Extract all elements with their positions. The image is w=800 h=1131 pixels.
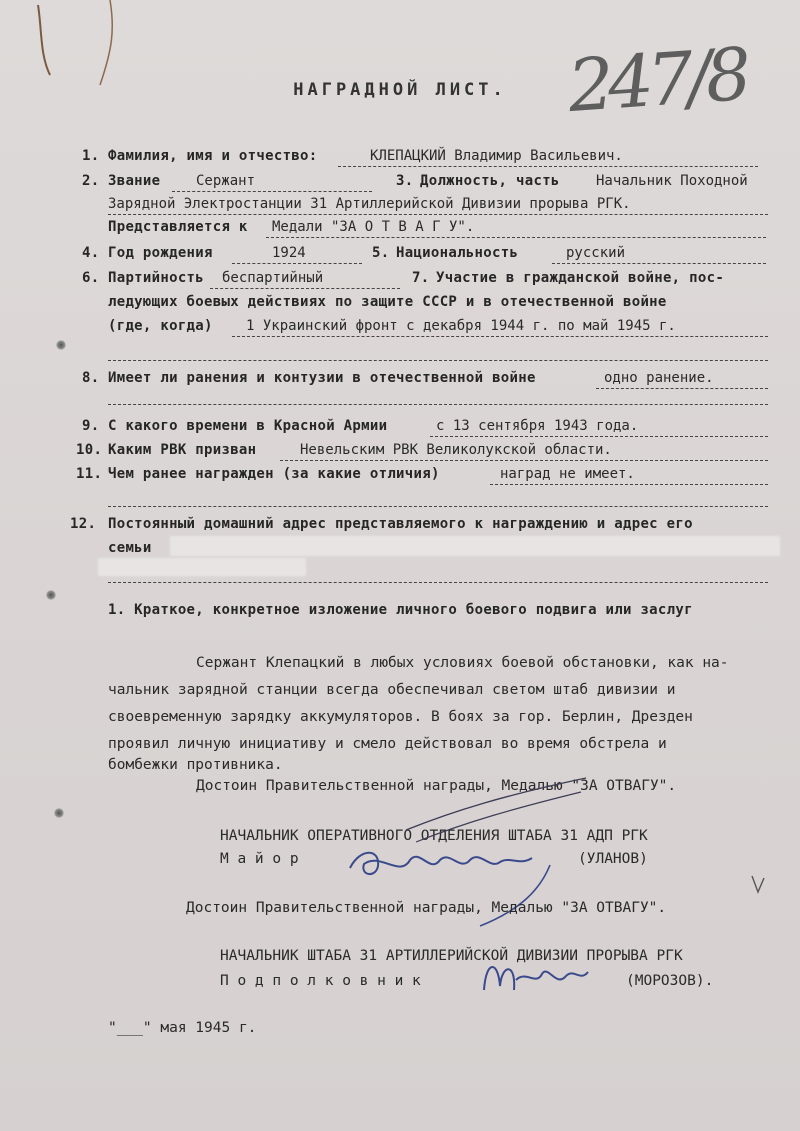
row-number: 4. bbox=[82, 245, 100, 261]
section-heading-feat: 1. Краткое, конкретное изложение личного боевого подвига или заслуг bbox=[108, 602, 693, 618]
field-label-name: Фамилия, имя и отчество: bbox=[108, 148, 318, 164]
row-number: 8. bbox=[82, 370, 100, 386]
field-value-name: КЛЕПАЦКИЙ Владимир Васильевич. bbox=[370, 148, 623, 164]
narrative-line: проявил личную инициативу и смело действовал во время обстрела и bbox=[108, 736, 667, 752]
field-value-position-cont: Зарядной Электростанции 31 Артиллерийской Дивизии прорыва РГК. bbox=[108, 196, 631, 212]
field-value-army-since: с 13 сентября 1943 года. bbox=[436, 418, 639, 434]
document-date: "___" мая 1945 г. bbox=[108, 1020, 257, 1036]
row-number: 5. bbox=[372, 245, 390, 261]
underline bbox=[552, 263, 766, 264]
row-number: 3. bbox=[396, 173, 414, 189]
row-number: 11. bbox=[76, 466, 103, 482]
underline bbox=[490, 484, 768, 485]
narrative-line: своевременную зарядку аккумуляторов. В боях за гор. Берлин, Дрезден bbox=[108, 709, 693, 725]
field-label-nominated: Представляется к bbox=[108, 219, 248, 235]
field-label-where-when: (где, когда) bbox=[108, 318, 213, 334]
punch-hole bbox=[54, 808, 64, 818]
row-number: 7. bbox=[412, 270, 430, 286]
underline bbox=[108, 506, 768, 507]
signatory-name: (МОРОЗОВ). bbox=[626, 973, 714, 989]
signatory-name: (УЛАНОВ) bbox=[578, 851, 648, 867]
field-value-award: Медали "ЗА О Т В А Г У". bbox=[272, 219, 475, 235]
field-value-conscripted-by: Невельским РВК Великолукской области. bbox=[300, 442, 612, 458]
field-label-party: Партийность bbox=[108, 270, 205, 286]
row-number: 9. bbox=[82, 418, 100, 434]
redacted-address bbox=[170, 536, 780, 556]
row-number: 6. bbox=[82, 270, 100, 286]
field-value-party: беспартийный bbox=[222, 270, 324, 286]
punch-hole bbox=[56, 340, 66, 350]
underline bbox=[430, 436, 768, 437]
redacted-address bbox=[98, 558, 306, 576]
underline bbox=[232, 263, 362, 264]
field-value-previous-awards: наград не имеет. bbox=[500, 466, 635, 482]
pencil-stroke bbox=[470, 860, 560, 930]
field-label-war-participation: Участие в гражданской войне, пос- bbox=[436, 270, 725, 286]
recommendation-line: Достоин Правительственной награды, Медалью "ЗА ОТВАГУ". bbox=[196, 778, 677, 794]
field-label-conscripted-by: Каким РВК призван bbox=[108, 442, 257, 458]
field-value-nationality: русский bbox=[566, 245, 626, 261]
field-label-army-since: С какого времени в Красной Армии bbox=[108, 418, 388, 434]
field-label-wounds: Имеет ли ранения и контузии в отечественной войне bbox=[108, 370, 536, 386]
underline bbox=[210, 288, 400, 289]
row-number: 2. bbox=[82, 173, 100, 189]
handwritten-corner-number: 247/8 bbox=[565, 31, 749, 129]
underline bbox=[338, 166, 758, 167]
pencil-mark bbox=[748, 872, 768, 902]
field-value-position: Начальник Походной bbox=[596, 173, 748, 189]
narrative-line: бомбежки противника. bbox=[108, 757, 283, 773]
pencil-annotation bbox=[396, 770, 596, 850]
field-label-birth-year: Год рождения bbox=[108, 245, 213, 261]
field-label-war-participation-cont: ледующих боевых действиях по защите СССР и в отечественной войне bbox=[108, 294, 667, 310]
document-title: НАГРАДНОЙ ЛИСТ. bbox=[293, 80, 507, 100]
field-value-war-participation: 1 Украинский фронт с декабря 1944 г. по май 1945 г. bbox=[246, 318, 676, 334]
underline bbox=[108, 214, 768, 215]
signatory-title: НАЧАЛЬНИК ШТАБА 31 АРТИЛЛЕРИЙСКОЙ ДИВИЗИИ ПРОРЫВА РГК bbox=[220, 948, 683, 964]
underline bbox=[172, 191, 372, 192]
resolution-line: Достоин Правительственной награды, Медалью "ЗА ОТВАГУ". bbox=[186, 900, 667, 916]
underline bbox=[108, 404, 768, 405]
field-label-home-address: Постоянный домашний адрес представляемого к награждению и адрес его bbox=[108, 516, 693, 532]
handwritten-signature bbox=[476, 950, 596, 1005]
underline bbox=[108, 582, 768, 583]
field-value-birth-year: 1924 bbox=[272, 245, 306, 261]
underline bbox=[232, 336, 768, 337]
row-number: 12. bbox=[70, 516, 97, 532]
field-label-previous-awards: Чем ранее награжден (за какие отличия) bbox=[108, 466, 440, 482]
signatory-rank: М а й о р bbox=[220, 851, 299, 867]
torn-edge-mark bbox=[20, 0, 120, 90]
narrative-line: чальник зарядной станции всегда обеспечивал светом штаб дивизии и bbox=[108, 682, 676, 698]
punch-hole bbox=[46, 590, 56, 600]
field-value-wounds: одно ранение. bbox=[604, 370, 714, 386]
underline bbox=[280, 460, 768, 461]
field-label-family: семьи bbox=[108, 540, 152, 556]
field-label-nationality: Национальность bbox=[396, 245, 519, 261]
row-number: 1. bbox=[82, 148, 100, 164]
field-value-rank: Сержант bbox=[196, 173, 256, 189]
underline bbox=[266, 237, 766, 238]
underline bbox=[596, 388, 768, 389]
narrative-line: Сержант Клепацкий в любых условиях боевой обстановки, как на- bbox=[196, 655, 729, 671]
field-label-rank: Звание bbox=[108, 173, 161, 189]
field-label-position: Должность, часть bbox=[420, 173, 560, 189]
row-number: 10. bbox=[76, 442, 103, 458]
signatory-rank: П о д п о л к о в н и к bbox=[220, 973, 421, 989]
signatory-title: НАЧАЛЬНИК ОПЕРАТИВНОГО ОТДЕЛЕНИЯ ШТАБА 31 АДП РГК bbox=[220, 828, 648, 844]
underline bbox=[108, 360, 768, 361]
